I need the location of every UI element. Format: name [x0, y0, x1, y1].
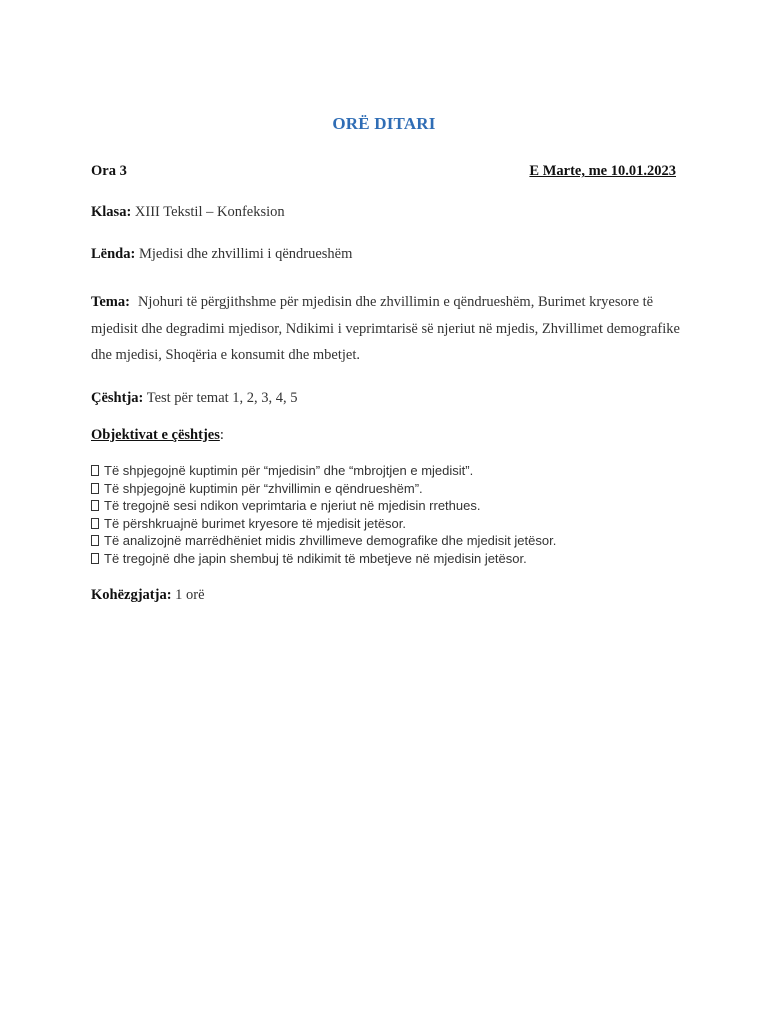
ceshtja-field [91, 389, 298, 407]
objektivat-colon: : [219, 427, 224, 443]
objektivat-list [91, 462, 691, 567]
list-item [91, 480, 691, 498]
checkbox-box-icon [91, 465, 99, 476]
list-item-text: Të shpjegojnë kuptimin për “mjedisin” dhe “mbrojtjen e mjedisit”. [104, 463, 474, 478]
list-item [91, 497, 691, 515]
header-row [91, 162, 676, 180]
checkbox-box-icon [91, 535, 99, 546]
checkbox-box-icon [91, 518, 99, 529]
list-item [91, 515, 691, 533]
list-item-text: Të përshkruajnë burimet kryesore të mjedisit jetësor. [104, 515, 407, 531]
tema-label: Tema: [91, 294, 130, 310]
tema-field [91, 289, 681, 369]
list-item [91, 462, 691, 480]
klasa-label: Klasa: [91, 204, 132, 220]
checkbox-box-icon [91, 483, 99, 494]
list-item-text: Të tregojnë dhe japin shembuj të ndikimit të mbetjeve në mjedisin jetësor. [104, 550, 527, 566]
list-item [91, 550, 691, 568]
lenda-label: Lënda: [91, 246, 136, 262]
list-item-text: Të tregojnë sesi ndikon veprimtaria e njeriut në mjedisin rrethues. [104, 498, 481, 513]
checkbox-box-icon [91, 553, 99, 564]
list-item-text: Të analizojnë marrëdhëniet midis zhvillimeve demografike dhe mjedisit jetësor. [104, 533, 557, 548]
document-title: ORË DITARI [332, 114, 436, 133]
ceshtja-label: Çështja: [91, 390, 144, 406]
lenda-field [91, 245, 352, 263]
klasa-field [91, 203, 285, 221]
ceshtja-value: Test për temat 1, 2, 3, 4, 5 [146, 390, 298, 406]
lesson-date: E Marte, me 10.01.2023 [529, 163, 676, 179]
objektivat-label: Objektivat e çështjes [91, 427, 220, 443]
kohezgjatja-value: 1 orë [175, 587, 205, 603]
objektivat-heading [91, 426, 224, 444]
lesson-number: Ora 3 [91, 163, 127, 179]
lenda-value: Mjedisi dhe zhvillimi i qëndrueshëm [138, 246, 353, 262]
tema-value: Njohuri të përgjithshme për mjedisin dhe zhvillimin e qëndrueshëm, Burimet kryesore të mjedisit dhe degradimi mjedisor, Ndikimi i veprimtarisë së njeriut në mjedis, Zhvillimet demografike dhe mjedisi, Shoqëria e konsumit dhe mbetjet. [91, 294, 680, 363]
list-item [91, 532, 691, 550]
list-item-text: Të shpjegojnë kuptimin për “zhvillimin e qëndrueshëm”. [104, 480, 423, 496]
kohezgjatja-field [91, 586, 205, 604]
kohezgjatja-label: Kohëzgjatja: [91, 587, 172, 603]
checkbox-box-icon [91, 500, 99, 511]
klasa-value: XIII Tekstil – Konfeksion [134, 204, 285, 220]
